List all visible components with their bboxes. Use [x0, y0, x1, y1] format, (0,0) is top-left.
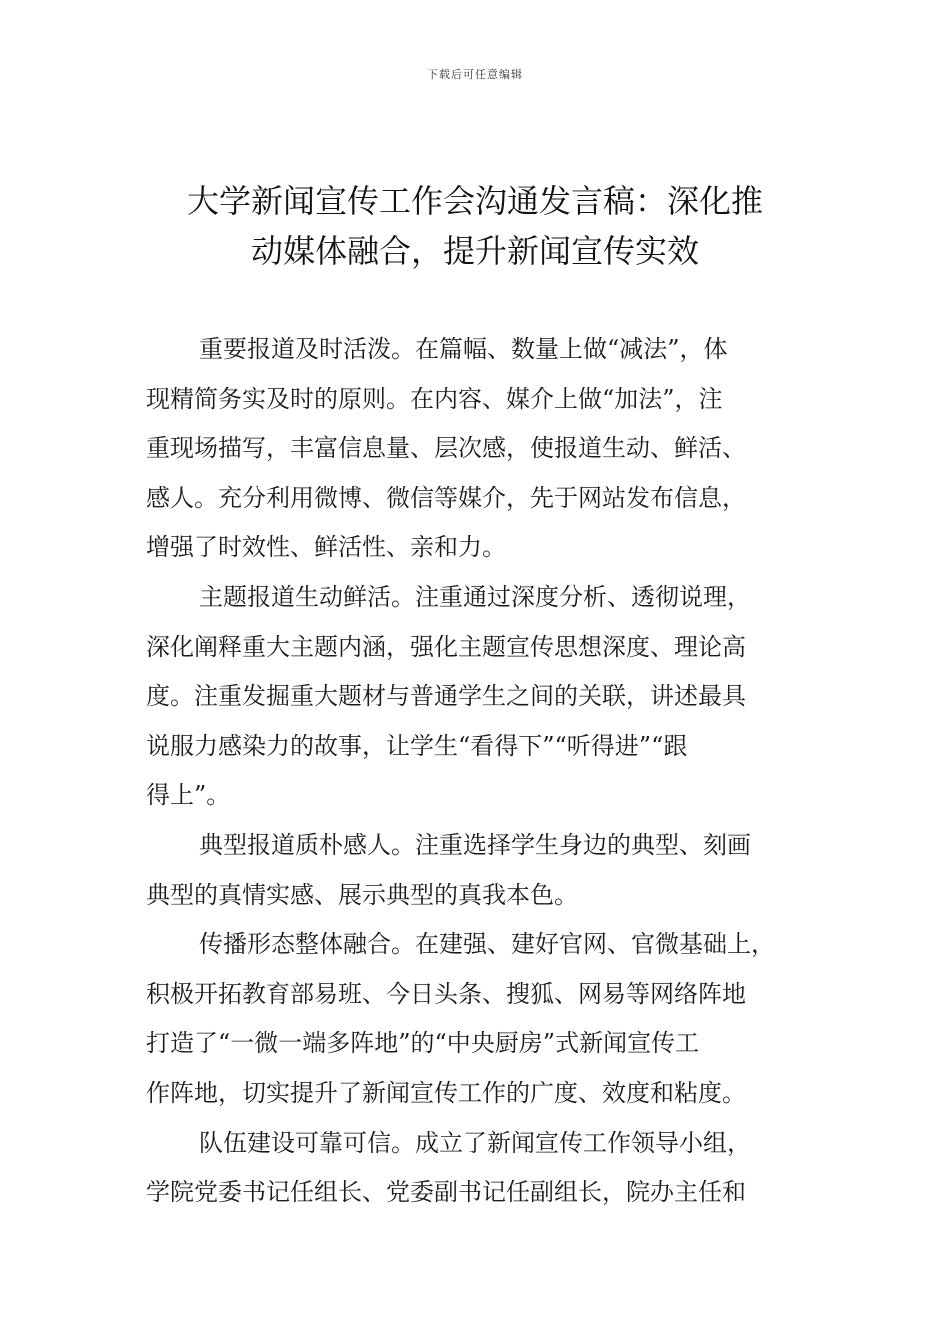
paragraph	[146, 1119, 826, 1218]
title-line: 大学新闻宣传工作会沟通发言稿：深化推	[186, 182, 763, 220]
text-line: 典型的真情实感、展示典型的真我本色。	[146, 880, 578, 909]
text-line: 现精简务实及时的原则。在内容、媒介上做“加法”，注	[146, 384, 723, 413]
text-line: 作阵地，切实提升了新闻宣传工作的广度、效度和粘度。	[146, 1078, 746, 1107]
text-line: 典型报道质朴感人。注重选择学生身边的典型、刻画	[199, 830, 751, 859]
text-line: 深化阐释重大主题内涵，强化主题宣传思想深度、理论高	[146, 632, 746, 661]
text-line: 重要报道及时活泼。在篇幅、数量上做“减法”，体	[199, 335, 728, 363]
text-line: 重现场描写，丰富信息量、层次感，使报道生动、鲜活、	[146, 434, 746, 463]
text-line: 传播形态整体融合。在建强、建好官网、官微基础上，	[199, 930, 775, 959]
text-line: 打造了“一微一端多阵地”的“中央厨房”式新闻宣传工	[146, 1029, 700, 1058]
text-line: 主题报道生动鲜活。注重通过深度分析、透彻说理，	[199, 582, 751, 611]
text-line: 队伍建设可靠可信。成立了新闻宣传工作领导小组，	[199, 1128, 751, 1157]
text-line: 增强了时效性、鲜活性、亲和力。	[146, 533, 506, 562]
paragraph	[146, 920, 826, 1118]
text-line: 学院党委书记任组长、党委副书记任副组长，院办主任和	[146, 1178, 746, 1207]
text-line: 感人。充分利用微博、微信等媒介，先于网站发布信息，	[146, 483, 746, 512]
text-line: 度。注重发掘重大题材与普通学生之间的关联，讲述最具	[146, 682, 746, 711]
paragraph	[146, 821, 826, 920]
text-line: 得上”。	[146, 781, 231, 810]
document-title	[120, 176, 830, 276]
text-line: 积极开拓教育部易班、今日头条、搜狐、网易等网络阵地	[146, 979, 746, 1008]
paragraph	[146, 325, 826, 573]
title-line: 动媒体融合，提升新闻宣传实效	[250, 232, 699, 270]
text-line: 说服力感染力的故事，让学生“看得下”“听得进”“跟	[146, 731, 688, 760]
paragraph	[146, 573, 826, 821]
header-note: 下载后可任意编辑	[427, 68, 523, 81]
document-body	[146, 325, 826, 1218]
